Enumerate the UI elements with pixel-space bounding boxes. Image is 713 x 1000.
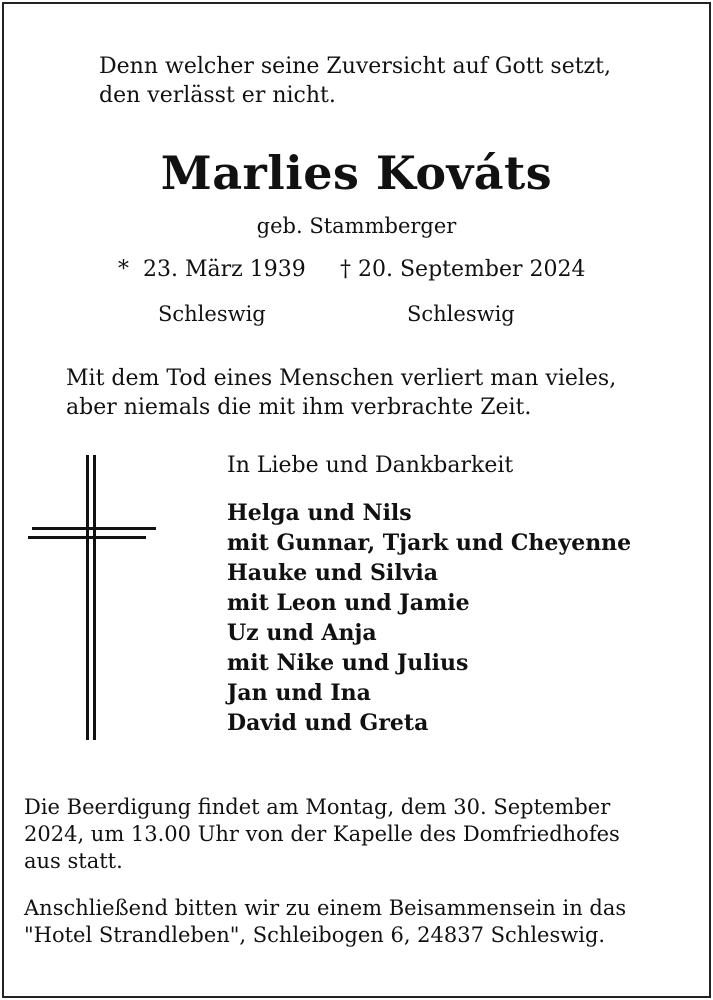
funeral-line: aus statt.: [24, 849, 123, 873]
birth-date: 23. März 1939: [143, 257, 306, 282]
mourners-intro: In Liebe und Dankbarkeit: [227, 453, 514, 478]
birth-date-line: [118, 257, 306, 282]
mourner-name: mit Gunnar, Tjark und Cheyenne: [227, 530, 632, 556]
funeral-line: Die Beerdigung findet am Montag, dem 30. September: [24, 795, 611, 819]
death-date-line: [340, 257, 585, 282]
deceased-name: Marlies Kováts: [160, 146, 553, 200]
quote-line: Mit dem Tod eines Menschen verliert man vieles,: [66, 366, 617, 391]
mourner-name: mit Leon und Jamie: [227, 590, 470, 616]
mourner-name: Jan und Ina: [227, 680, 371, 706]
mourner-name: Uz und Anja: [227, 620, 377, 646]
mourner-name: mit Nike und Julius: [227, 650, 469, 676]
mourner-name: David und Greta: [227, 710, 429, 736]
gathering-line: Anschließend bitten wir zu einem Beisammensein in das: [24, 896, 627, 920]
gathering-line: "Hotel Strandleben", Schleibogen 6, 24837 Schleswig.: [24, 923, 606, 947]
funeral-info: [24, 794, 620, 875]
death-place: Schleswig: [407, 302, 515, 326]
dagger-icon: †: [340, 257, 351, 282]
mourner-name: Hauke und Silvia: [227, 560, 438, 586]
cross-icon: [28, 455, 156, 740]
mourner-name: Helga und Nils: [227, 500, 412, 526]
funeral-line: 2024, um 13.00 Uhr von der Kapelle des Domfriedhofes: [24, 822, 620, 846]
verse-line: Denn welcher seine Zuversicht auf Gott setzt,: [99, 54, 611, 79]
birth-star-icon: *: [118, 257, 129, 282]
quote-line: aber niemals die mit ihm verbrachte Zeit.: [66, 395, 532, 420]
death-date: 20. September 2024: [358, 257, 586, 282]
birth-name: geb. Stammberger: [256, 214, 457, 238]
gathering-info: [24, 895, 626, 949]
birth-place: Schleswig: [158, 302, 266, 326]
bible-verse: [99, 52, 611, 110]
verse-line: den verlässt er nicht.: [99, 83, 336, 108]
memorial-quote: [66, 364, 616, 422]
mourners-list: [227, 498, 631, 738]
